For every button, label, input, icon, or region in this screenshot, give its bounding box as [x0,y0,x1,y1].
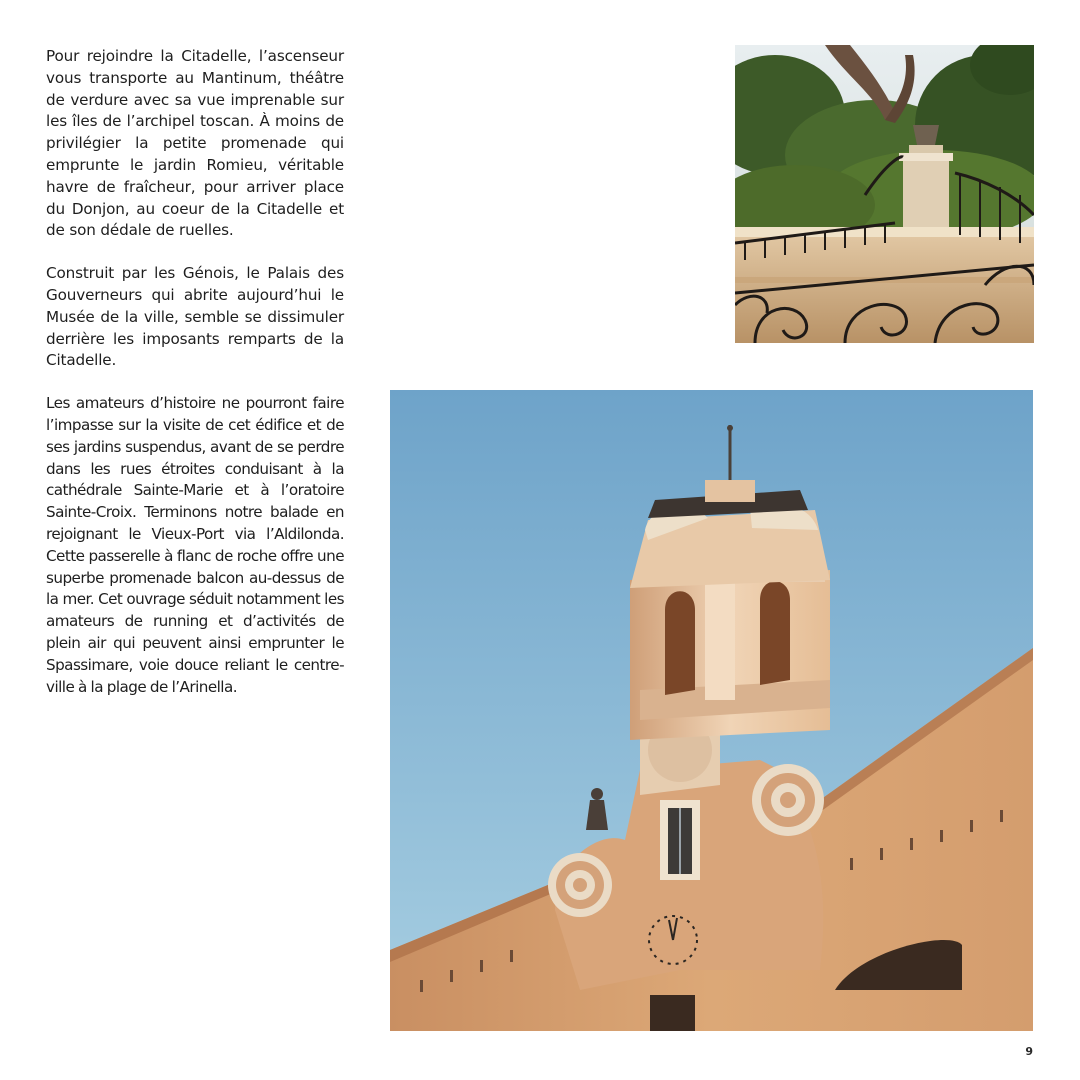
bell-tower-photo [390,390,1033,1031]
garden-railing-photo [735,45,1034,343]
paragraph-palais-gouverneurs: Construit par les Génois, le Palais des Gouverneurs qui abrite aujourd’hui le Musée de la ville, semble se dissimuler derrière les imposants remparts de la Citadelle. [46,264,344,370]
paragraph-citadelle-access: Pour rejoindre la Citadelle, l’ascenseur vous transporte au Mantinum, théâtre de verdure avec sa vue imprenable sur les îles de l’archipel toscan. À moins de privilégier la petite promenade qui emprunte le jardin Romieu, véritable havre de fraîcheur, pour arriver place du Donjon, au coeur de la Citadelle et de son dédale de ruelles. [46,47,344,240]
paragraph-history-walk: Les amateurs d’histoire ne pourront faire l’impasse sur la visite de cet édifice et de ses jardins suspendus, avant de se perdre dans les rues étroites conduisant à la cathédrale Sainte-Marie et à l’oratoire Sainte-Croix. Terminons notre balade en rejoignant le Vieux-Port via l’Aldilonda. Cette passerelle à flanc de roche offre une superbe promenade balcon au-dessus de la mer. Cet ouvrage séduit notamment les amateurs de running et d’activités de plein air qui peuvent ainsi emprunter le Spassimare, voie douce reliant le centre-ville à la plage de l’Arinella. [46,394,344,696]
article-text [46,46,344,719]
page-number: 9 [1025,1045,1033,1058]
